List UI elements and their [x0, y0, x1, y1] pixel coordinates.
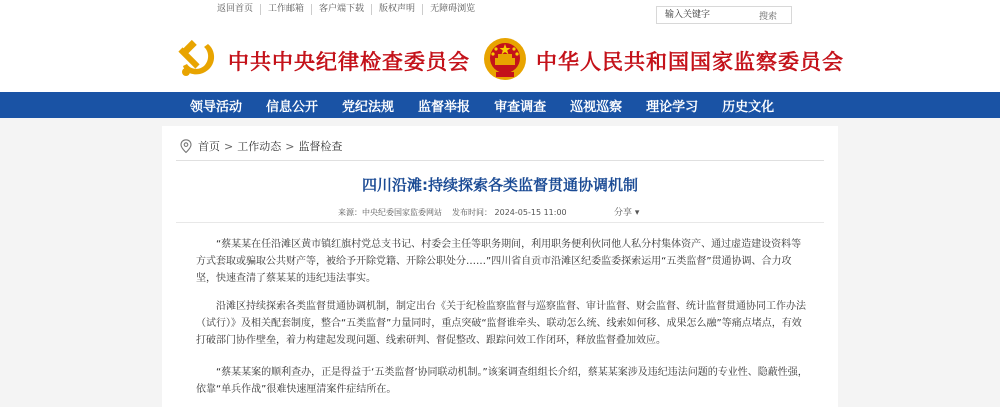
top-link-client-download[interactable]: 客户端下载	[312, 4, 372, 15]
breadcrumb-home[interactable]: 首页	[198, 140, 220, 153]
article-paragraph: “蔡某某案的顺利查办，正是得益于‘五类监督’协同联动机制。”该案调查组组长介绍，蔡某某案涉及违纪违法问题的专业性、隐蔽性强，依靠“单兵作战”很难快速厘清案件症结所在。	[196, 367, 808, 395]
chevron-down-icon: ▾	[634, 208, 640, 218]
top-link-email[interactable]: 工作邮箱	[261, 4, 312, 15]
article-paragraph: 沿滩区持续探索各类监督贯通协调机制，制定出台《关于纪检监察监督与巡察监督、审计监督、财会监督、统计监督贯通协同工作办法（试行）》及相关配套制度，整合“五类监督”力量同时，重点突破“监督谁牵头、联动怎么统、线索如何移、成果怎么融”等痛点堵点，有效打破部门协作壁垒，着力构建起发现问题、线索研判、督促整改、跟踪问效工作闭环，释放监督叠加效应。	[196, 301, 806, 346]
share-button[interactable]	[614, 205, 639, 218]
nav-party-regulations[interactable]: 党纪法规	[342, 99, 395, 115]
nav-review-investigation[interactable]: 审查调查	[494, 99, 547, 115]
article-meta	[338, 207, 567, 218]
top-links	[210, 4, 482, 15]
search-input[interactable]	[657, 7, 753, 23]
top-bar	[0, 0, 1000, 26]
header-title-nsc: 中华人民共和国国家监察委员会	[536, 49, 844, 74]
top-link-accessibility[interactable]: 无障碍浏览	[430, 4, 476, 14]
search-box	[656, 6, 792, 24]
breadcrumb-separator: >	[285, 139, 295, 153]
share-label: 分享	[614, 208, 633, 218]
top-link-copyright[interactable]: 版权声明	[372, 4, 423, 15]
national-emblem-icon	[482, 36, 528, 82]
nav-supervision-reporting[interactable]: 监督举报	[418, 99, 471, 115]
article-title: 四川沿滩:持续探索各类监督贯通协调机制	[361, 176, 638, 194]
location-pin-icon	[180, 139, 192, 153]
meta-divider	[176, 222, 824, 223]
header-title-ccdi: 中共中央纪律检查委员会	[228, 49, 470, 74]
article-container	[162, 126, 838, 416]
nav-information-disclosure[interactable]: 信息公开	[266, 99, 319, 115]
nav-theory-study[interactable]: 理论学习	[646, 99, 699, 115]
breadcrumb	[180, 138, 346, 154]
main-nav	[0, 92, 1000, 118]
party-emblem-icon	[178, 38, 220, 80]
nav-leadership-activities[interactable]: 领导活动	[190, 99, 243, 115]
nav-inspection-tours[interactable]: 巡视巡察	[570, 99, 623, 115]
breadcrumb-supervision[interactable]: 监督检查	[298, 140, 343, 153]
top-link-home[interactable]: 返回首页	[210, 4, 261, 15]
breadcrumb-work-news[interactable]: 工作动态	[237, 140, 282, 153]
breadcrumb-divider	[176, 160, 824, 161]
nav-history-culture[interactable]: 历史文化	[722, 99, 775, 115]
article-paragraph: “蔡某某在任沿滩区黄市镇红旗村党总支书记、村委会主任等职务期间，利用职务便利伙同他人私分村集体资产、通过虚造建设资料等方式套取或骗取公共财产等，被给予开除党籍、开除公职处分……”四川省自贡市沿滩区纪委监委探索运用“五类监督”贯通协调、合力攻坚，快速查清了蔡某某的违纪违法事实。	[196, 239, 802, 284]
site-header	[0, 26, 1000, 92]
search-button[interactable]: 搜索	[759, 11, 778, 22]
breadcrumb-separator: >	[224, 139, 234, 153]
article-publish-time: 发布时间： 2024-05-15 11:00	[452, 208, 567, 217]
article-source: 来源：中央纪委国家监委网站	[338, 208, 442, 217]
